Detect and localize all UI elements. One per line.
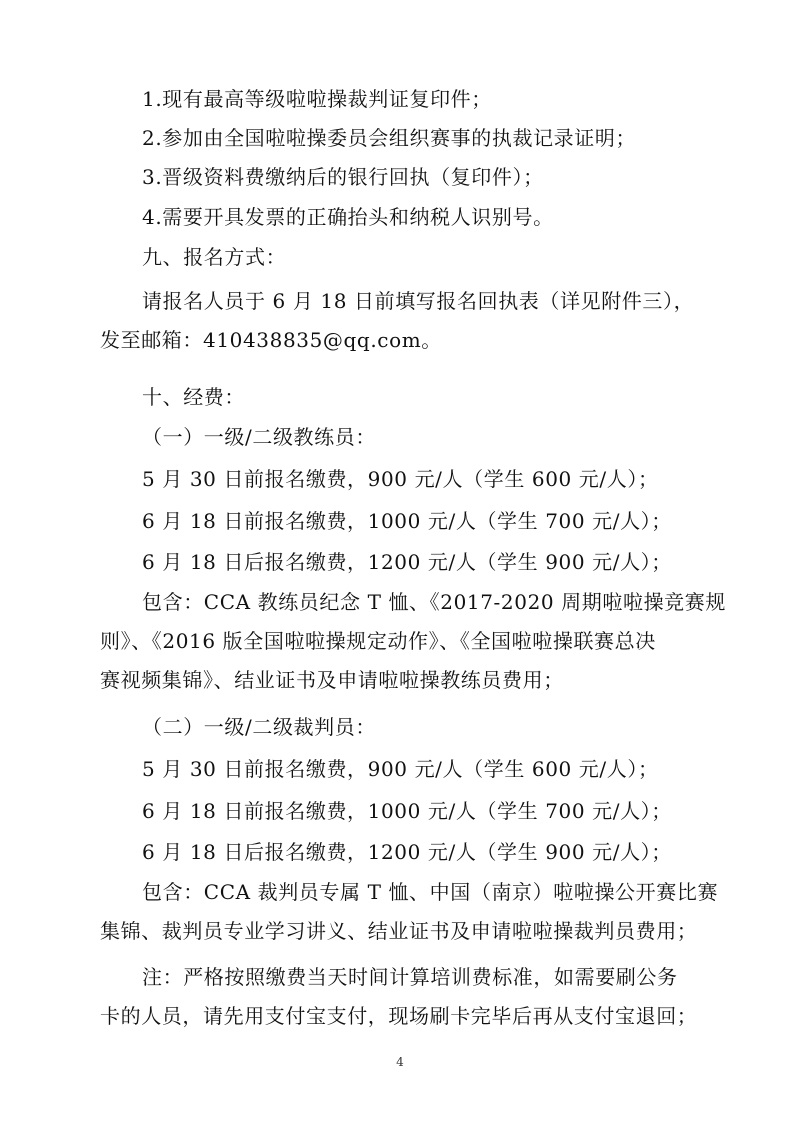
- fee-note-line-2: 卡的人员，请先用支付宝支付，现场刷卡完毕后再从支付宝退回；: [100, 1004, 698, 1028]
- referee-fee-tier-1: 5 月 30 日前报名缴费，900 元/人（学生 600 元/人）；: [142, 757, 659, 781]
- page-number: 4: [396, 1055, 404, 1069]
- coach-includes-line-3: 赛视频集锦》、结业证书及申请啦啦操教练员费用；: [100, 668, 564, 692]
- referee-fee-heading: （二）一级/二级裁判员：: [142, 715, 376, 739]
- coach-fee-heading: （一）一级/二级教练员：: [142, 425, 376, 449]
- coach-fee-tier-3: 6 月 18 日后报名缴费，1200 元/人（学生 900 元/人）；: [142, 550, 672, 574]
- fee-note: [100, 958, 700, 1036]
- requirement-item-4: 4.需要开具发票的正确抬头和纳税人识别号。: [142, 205, 554, 229]
- referee-includes-line-2: 集锦、裁判员专业学习讲义、结业证书及申请啦啦操裁判员费用；: [100, 919, 698, 943]
- section-heading-registration: 九、报名方式：: [142, 245, 287, 269]
- fee-note-line-1: 注：严格按照缴费当天时间计算培训费标准，如需要刷公务: [142, 965, 678, 989]
- requirement-item-1: 1.现有最高等级啦啦操裁判证复印件；: [142, 87, 492, 111]
- referee-fee-includes: [100, 873, 719, 951]
- registration-paragraph: [100, 282, 700, 360]
- coach-fee-tier-1: 5 月 30 日前报名缴费，900 元/人（学生 600 元/人）；: [142, 467, 659, 491]
- section-heading-fees: 十、经费：: [142, 385, 245, 409]
- coach-includes-line-2: 则》、《2016 版全国啦啦操规定动作》、《全国啦啦操联赛总决: [100, 629, 656, 653]
- referee-fee-tier-2: 6 月 18 日前报名缴费，1000 元/人（学生 700 元/人）；: [142, 799, 672, 823]
- referee-fee-tier-3: 6 月 18 日后报名缴费，1200 元/人（学生 900 元/人）；: [142, 840, 672, 864]
- requirement-item-3: 3.晋级资料费缴纳后的银行回执（复印件）；: [142, 165, 544, 189]
- registration-line-2: 发至邮箱：410438835@qq.com。: [100, 328, 442, 352]
- coach-fee-tier-2: 6 月 18 日前报名缴费，1000 元/人（学生 700 元/人）；: [142, 509, 672, 533]
- registration-line-1: 请报名人员于 6 月 18 日前填写报名回执表（详见附件三），: [142, 289, 695, 313]
- referee-includes-line-1: 包含：CCA 裁判员专属 T 恤、中国（南京）啦啦操公开赛比赛: [142, 880, 719, 904]
- requirement-item-2: 2.参加由全国啦啦操委员会组织赛事的执裁记录证明；: [142, 126, 637, 150]
- coach-fee-includes: [100, 583, 726, 700]
- coach-includes-line-1: 包含：CCA 教练员纪念 T 恤、《2017-2020 周期啦啦操竞赛规: [142, 590, 726, 614]
